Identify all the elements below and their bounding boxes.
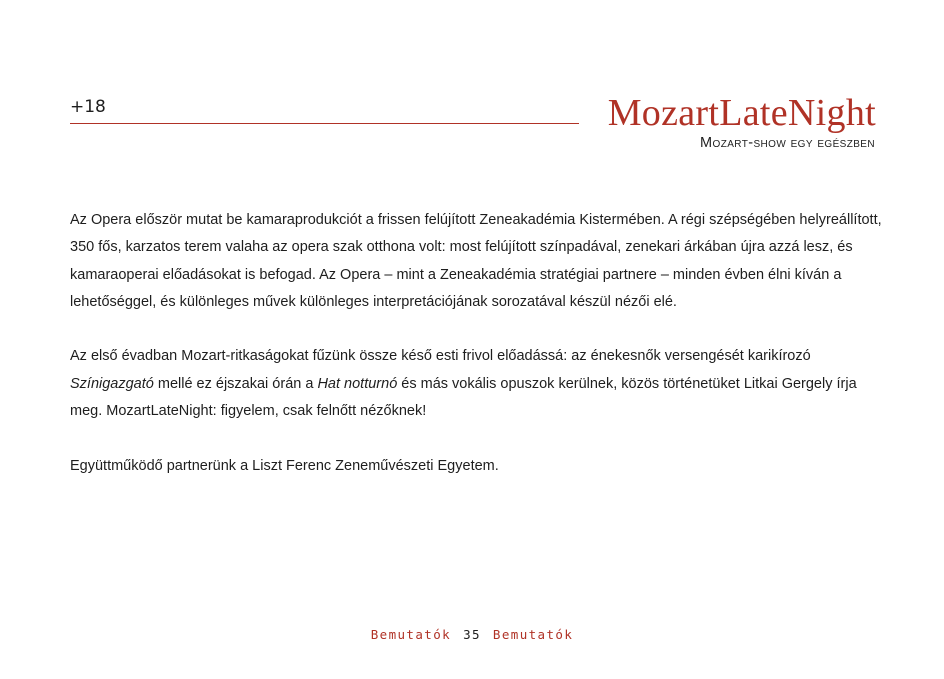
paragraph-2-part-b: mellé ez éjszakai órán a (153, 375, 318, 392)
page-subtitle: Mozart-show egy egészben (700, 135, 875, 151)
header-rule (70, 123, 579, 124)
work-title-szinigazgato: Színigazgató (70, 375, 154, 392)
page-number: 35 (463, 627, 481, 642)
page-title: MozartLateNight (607, 92, 876, 134)
paragraph-2-part-c: és más vokális opuszok kerülnek, közös történetüket Litkai Gergely írja meg. MozartLateNight: figyelem, csak felnőtt nézőknek! (70, 375, 857, 420)
age-rating: +18 (70, 97, 106, 117)
footer-section-right: Bemutatók (492, 627, 574, 642)
footer-section-left: Bemutatók (370, 627, 452, 642)
paragraph-1: Az Opera először mutat be kamaraprodukciót a frissen felújított Zeneakadémia Kistermében. A régi szépségében helyreállított, 350 fős, karzatos terem valaha az opera szak otthona volt: most felújított színpadával, zenekari árkában újra azzá lesz, és kamaraoperai előadásokat is befogad. Az Opera – mint a Zeneakadémia stratégiai partnere – minden évben élni kíván a lehetőséggel, és különleges művek különleges interpretációjának sorozatával készül nézői elé. (70, 212, 882, 310)
body-text (70, 207, 886, 507)
paragraph-3: Együttműködő partnerünk a Liszt Ferenc Zeneművészeti Egyetem. (70, 457, 499, 474)
footer (0, 627, 944, 642)
paragraph-2-part-a: Az első évadban Mozart-ritkaságokat fűzünk össze késő esti frivol előadássá: az énekesnők versengését karikírozó (70, 348, 811, 365)
paragraph-2 (70, 343, 886, 425)
work-title-hat-notturno: Hat notturnó (317, 375, 398, 392)
